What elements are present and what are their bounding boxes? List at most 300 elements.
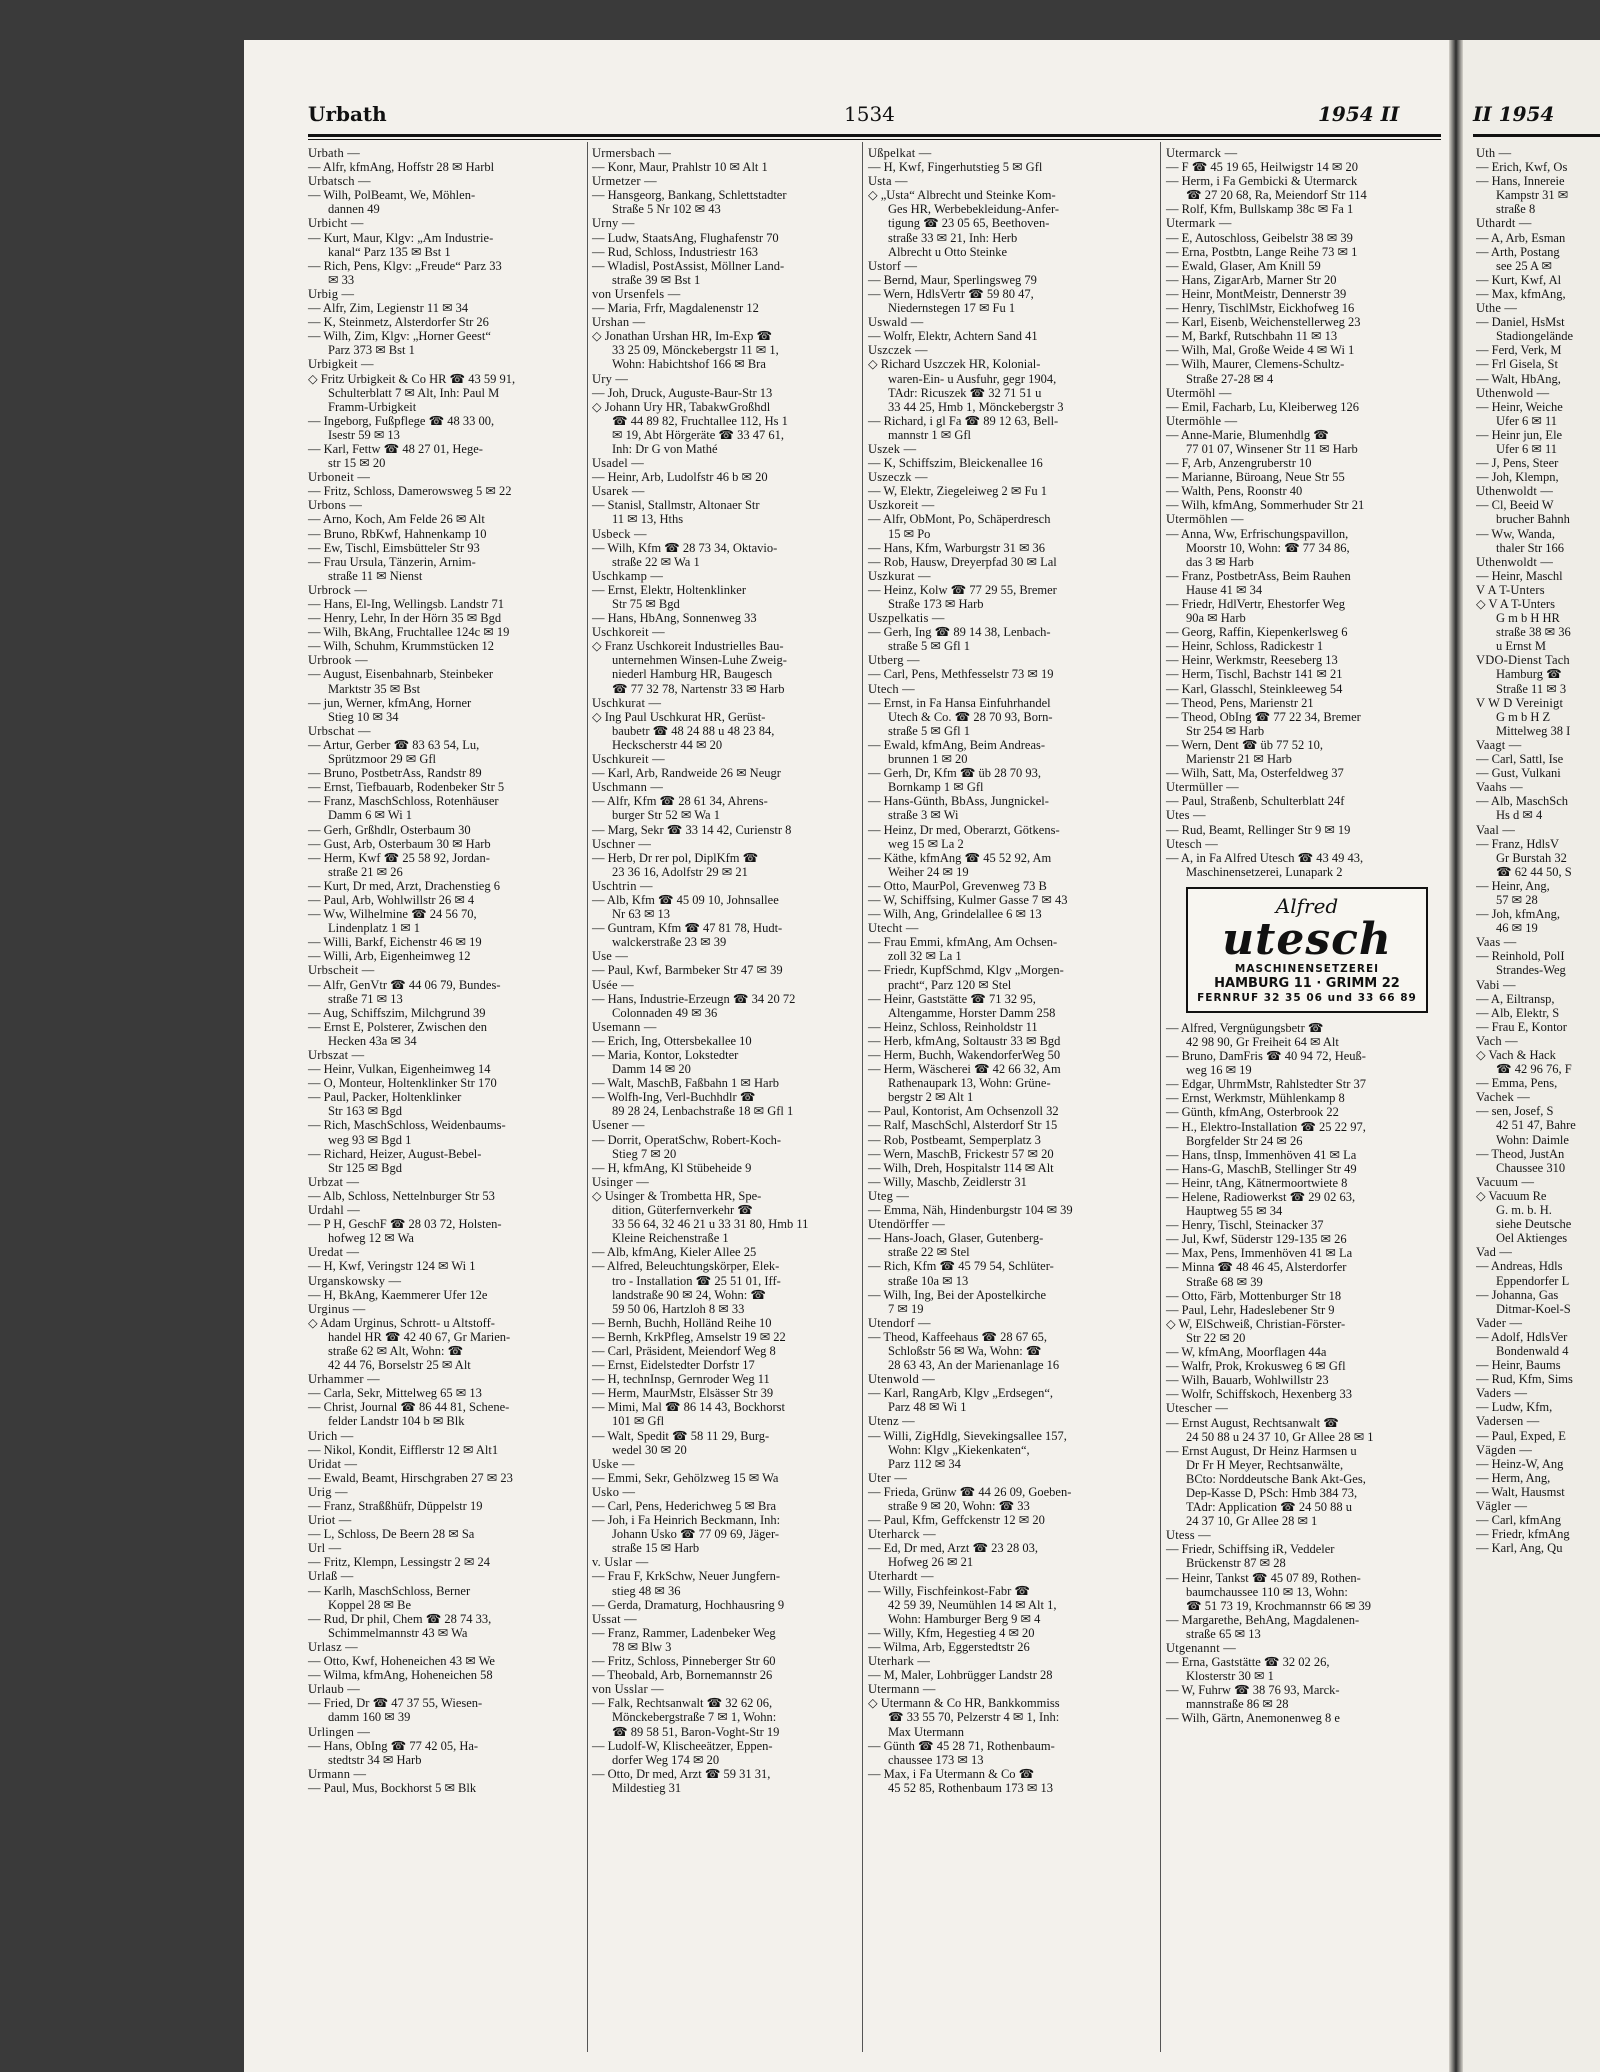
directory-entry: Uthardt — <box>1476 216 1532 231</box>
directory-entry: Str 254 ✉ Harb <box>1186 723 1265 738</box>
directory-entry: — M, Barkf, Rutschbahn 11 ✉ 13 <box>1166 329 1338 344</box>
directory-entry: — H., Elektro-Installation ☎ 25 22 97, <box>1166 1119 1366 1134</box>
directory-entry: Urganskowsky — <box>308 1273 402 1288</box>
directory-entry: — Gerda, Dramaturg, Hochhausring 9 <box>592 1597 785 1612</box>
directory-entry: — Heinr, Tankst ☎ 45 07 89, Rothen- <box>1166 1570 1361 1585</box>
directory-entry: dannen 49 <box>328 202 380 217</box>
directory-entry: — Ludw, Kfm, <box>1476 1400 1553 1415</box>
directory-entry: — sen, Josef, S <box>1476 1104 1554 1119</box>
directory-entry: Usarek — <box>592 484 645 499</box>
directory-entry: Uszkurat — <box>868 568 931 583</box>
directory-entry: Utermöhle — <box>1166 413 1238 428</box>
directory-entry: Vägler — <box>1476 1499 1528 1513</box>
directory-entry: Johann Usko ☎ 77 09 69, Jäger- <box>612 1527 780 1542</box>
directory-entry: Urbszat — <box>308 1048 365 1062</box>
directory-entry: — K, Steinmetz, Alsterdorfer Str 26 <box>308 315 489 330</box>
directory-entry: — Frau F, KrkSchw, Neuer Jungfern- <box>592 1569 781 1584</box>
directory-entry: Marktstr 35 ✉ Bst <box>328 681 421 696</box>
directory-entry: 42 98 90, Gr Freiheit 64 ✉ Alt <box>1186 1034 1339 1049</box>
directory-entry: Rathenaupark 13, Wohn: Grüne- <box>888 1076 1051 1091</box>
directory-entry: 42 51 47, Bahre <box>1496 1118 1576 1133</box>
directory-entry: — Ww, Wanda, <box>1476 526 1555 541</box>
directory-entry: — Christ, Journal ☎ 86 44 81, Schene- <box>308 1400 510 1415</box>
directory-entry: Borgfelder Str 24 ✉ 26 <box>1186 1133 1303 1148</box>
directory-entry: Uriot — <box>308 1513 352 1528</box>
directory-entry: straße 5 ✉ Gfl 1 <box>888 723 970 738</box>
directory-entry: — Otto, Dr med, Arzt ☎ 59 31 31, <box>592 1766 771 1781</box>
directory-entry: — Heinr, tAng, Kätnermoortwiete 8 <box>1166 1175 1348 1190</box>
directory-entry: — Alfred, Vergnügungsbetr ☎ <box>1166 1020 1324 1035</box>
directory-entry: Klosterstr 30 ✉ 1 <box>1186 1669 1274 1684</box>
directory-entry: ◇ Usinger & Trombetta HR, Spe- <box>592 1188 762 1203</box>
directory-entry: — Maria, Frfr, Magdalenenstr 12 <box>592 301 759 316</box>
directory-entry: Utermarck — <box>1166 146 1238 160</box>
directory-entry: — J, Pens, Steer <box>1476 456 1559 471</box>
directory-entry: — Wilh, Ing, Bei der Apostelkirche <box>868 1287 1047 1302</box>
directory-entry: Vaas — <box>1476 935 1517 950</box>
directory-entry: — Ernst, Werkmstr, Mühlenkamp 8 <box>1166 1091 1345 1106</box>
directory-entry: von Usslar — <box>592 1682 664 1697</box>
next-page-running-head: II 1954 <box>1473 102 1555 126</box>
directory-entry: u Ernst M <box>1496 639 1546 654</box>
directory-entry: Uredat — <box>308 1245 360 1260</box>
directory-entry: — Wilma, Arb, Eggerstedtstr 26 <box>868 1639 1030 1654</box>
directory-entry: — Alfr, GenVtr ☎ 44 06 79, Bundes- <box>308 977 501 992</box>
directory-entry: ◇ W, ElSchweiß, Christian-Förster- <box>1166 1316 1346 1331</box>
directory-entry: — Hans, Industrie-Erzeugn ☎ 34 20 72 <box>592 991 796 1006</box>
directory-entry: Url — <box>308 1541 342 1556</box>
directory-entry: — Joh, Klempn, <box>1476 470 1559 485</box>
column-divider <box>1160 142 1161 2052</box>
directory-entry: burger Str 52 ✉ Wa 1 <box>612 808 720 823</box>
directory-entry: zoll 32 ✉ La 1 <box>888 949 962 964</box>
directory-entry: — Wilh, Kfm ☎ 28 73 34, Oktavio- <box>592 540 778 555</box>
directory-entry: Uschtrin — <box>592 878 653 893</box>
directory-entry: Use — <box>592 949 629 964</box>
directory-entry: — Karl, Glasschl, Steinkleeweg 54 <box>1166 681 1343 696</box>
directory-entry: waren-Ein- u Ausfuhr, gegr 1904, <box>888 371 1057 386</box>
directory-entry: — Heinz, Dr med, Oberarzt, Götkens- <box>868 822 1060 837</box>
directory-entry: 46 ✉ 19 <box>1496 921 1538 936</box>
header-rule <box>308 134 1441 137</box>
directory-entry: Oel Aktienges <box>1496 1231 1568 1246</box>
directory-entry: brucher Bahnh <box>1496 512 1570 527</box>
directory-entry: straße 3 ✉ Wi <box>888 808 959 823</box>
directory-entry: — Heinr, Vulkan, Eigenheimweg 14 <box>308 1062 491 1077</box>
directory-entry: — Erich, Kwf, Os <box>1476 160 1568 175</box>
directory-entry: — Heinr, Maschl <box>1476 568 1563 583</box>
directory-entry: — Wilh, PolBeamt, We, Möhlen- <box>308 188 476 203</box>
directory-entry: — Reinhold, PolI <box>1476 949 1565 964</box>
directory-entry: — Ernst August, Dr Heinz Harmsen u <box>1166 1443 1357 1458</box>
directory-entry: Ges HR, Werbebekleidung-Anfer- <box>888 202 1060 217</box>
directory-entry: Straße 11 ✉ 3 <box>1496 681 1567 696</box>
directory-entry: Urny — <box>592 216 635 231</box>
directory-entry: Ußpelkat — <box>868 146 932 160</box>
directory-entry: Bornkamp 1 ✉ Gfl <box>888 780 984 795</box>
directory-entry: — Bernd, Maur, Sperlingsweg 79 <box>868 272 1037 287</box>
directory-entry: Wohn: Klgv „Kiekenkaten“, <box>888 1442 1030 1457</box>
directory-entry: 33 25 09, Mönckebergstr 11 ✉ 1, <box>612 343 779 358</box>
directory-entry: bergstr 2 ✉ Alt 1 <box>888 1090 974 1105</box>
directory-entry: Urmann — <box>308 1766 367 1781</box>
directory-entry: — Rolf, Kfm, Bullskamp 38c ✉ Fa 1 <box>1166 202 1354 217</box>
directory-entry: Albrecht u Otto Steinke <box>888 244 1008 259</box>
directory-entry: — Bernh, KrkPfleg, Amselstr 19 ✉ 22 <box>592 1329 786 1344</box>
directory-entry: ◇ Fritz Urbigkeit & Co HR ☎ 43 59 91, <box>308 371 516 386</box>
directory-entry: Utermöhl — <box>1166 385 1232 400</box>
directory-entry: ☎ 42 96 76, F <box>1496 1062 1572 1077</box>
directory-entry: — Emil, Facharb, Lu, Kleiberweg 126 <box>1166 399 1360 414</box>
directory-entry: straße 22 ✉ Wa 1 <box>612 554 700 569</box>
directory-entry: Utech & Co. ☎ 28 70 93, Born- <box>888 709 1053 724</box>
directory-entry: Mildestieg 31 <box>612 1780 682 1795</box>
directory-entry: — Franz, MaschSchloss, Rotenhäuser <box>308 794 499 809</box>
directory-entry: weg 93 ✉ Bgd 1 <box>328 1132 412 1147</box>
directory-entry: — Heinr, MontMeistr, Dennerstr 39 <box>1166 286 1347 301</box>
directory-entry: — Willy, Kfm, Hegestieg 4 ✉ 20 <box>868 1625 1035 1640</box>
directory-entry: Mittelweg 38 I <box>1496 723 1571 738</box>
directory-entry: Urlaub — <box>308 1682 360 1697</box>
directory-entry: — Hans, HbAng, Sonnenweg 33 <box>592 611 757 626</box>
directory-entry: — Anna, Ww, Erfrischungspavillon, <box>1166 526 1349 541</box>
directory-entry: — Heinz, Kolw ☎ 77 29 55, Bremer <box>868 582 1057 597</box>
directory-entry: — E, Autoschloss, Geibelstr 38 ✉ 39 <box>1166 230 1353 245</box>
directory-entry: Urig — <box>308 1484 348 1499</box>
directory-entry: damm 160 ✉ 39 <box>328 1710 411 1725</box>
directory-entry: Ustorf — <box>868 258 918 273</box>
directory-entry: — Bruno, PostbetrAss, Randstr 89 <box>308 766 482 781</box>
directory-entry: wedel 30 ✉ 20 <box>612 1442 687 1457</box>
directory-entry: — Carl, kfmAng <box>1476 1513 1562 1528</box>
directory-entry: — Nikol, Kondit, Eifflerstr 12 ✉ Alt1 <box>308 1442 499 1457</box>
directory-entry: — Friedr, Schiffsing iR, Veddeler <box>1166 1542 1335 1557</box>
directory-entry: — K, Schiffszim, Bleickenallee 16 <box>868 456 1043 471</box>
ad-line: MASCHINENSETZEREI <box>1234 962 1380 975</box>
directory-entry: Usemann — <box>592 1019 657 1034</box>
directory-entry: — Karl, RangArb, Klgv „Erdsegen“, <box>868 1386 1054 1401</box>
directory-entry: — H, Kwf, Veringstr 124 ✉ Wi 1 <box>308 1259 476 1274</box>
directory-entry: — Ww, Wilhelmine ☎ 24 56 70, <box>308 907 477 922</box>
directory-entry: Utescher — <box>1166 1401 1229 1416</box>
directory-entry: — Hans-G, MaschB, Stellinger Str 49 <box>1166 1161 1357 1176</box>
directory-entry: Parz 48 ✉ Wi 1 <box>888 1400 967 1415</box>
directory-entry: stieg 48 ✉ 36 <box>612 1583 681 1598</box>
directory-entry: — Herm, MaurMstr, Elsässer Str 39 <box>592 1386 774 1401</box>
ad-line: HAMBURG 11 · GRIMM 22 <box>1214 975 1400 991</box>
directory-entry: — Gerh, Dr, Kfm ☎ üb 28 70 93, <box>868 766 1042 781</box>
directory-entry: — Wilh, Dreh, Hospitalstr 114 ✉ Alt <box>868 1160 1054 1175</box>
directory-entry: dition, Güterfernverkehr ☎ <box>612 1203 753 1218</box>
directory-entry: Urbatsch — <box>308 174 371 189</box>
directory-entry: — Carl, Pens, Hederichweg 5 ✉ Bra <box>592 1499 777 1513</box>
directory-entry: Inh: Dr G von Mathé <box>612 441 718 456</box>
directory-entry: — Paul, Packer, Holtenklinker <box>308 1090 462 1105</box>
directory-entry: — Henry, TischlMstr, Eickhofweg 16 <box>1166 301 1355 316</box>
directory-entry: Utermöhlen — <box>1166 512 1244 527</box>
directory-entry: — Rud, Schloss, Industriestr 163 <box>592 244 758 259</box>
directory-entry: Uschmann — <box>592 780 664 795</box>
directory-entry: — Heinr, Ang, <box>1476 878 1550 893</box>
directory-entry: Colonnaden 49 ✉ 36 <box>612 1005 718 1020</box>
directory-entry: Dr Fr H Meyer, Rechtsanwälte, <box>1186 1457 1344 1472</box>
directory-entry: Utess — <box>1166 1528 1211 1543</box>
directory-entry: niederl Hamburg HR, Baugesch <box>612 667 773 682</box>
directory-entry: — Wern, Dent ☎ üb 77 52 10, <box>1166 737 1324 752</box>
directory-entry: ◇ Vacuum Re <box>1476 1188 1547 1203</box>
directory-entry: Schloßstr 56 ✉ Wa, Wohn: ☎ <box>888 1343 1042 1358</box>
directory-entry: — Alfr, Kfm ☎ 28 61 34, Ahrens- <box>592 794 768 809</box>
directory-entry: — Maria, Kontor, Lokstedter <box>592 1048 739 1062</box>
directory-entry: Ussat — <box>592 1611 637 1626</box>
directory-entry: — Minna ☎ 48 46 45, Alsterdorfer <box>1166 1260 1347 1275</box>
directory-column <box>308 146 584 1795</box>
directory-entry: Uteg — <box>868 1188 910 1203</box>
directory-entry: Vach — <box>1476 1033 1518 1048</box>
directory-entry: — Günth, kfmAng, Osterbrook 22 <box>1166 1105 1339 1120</box>
directory-entry: — Frl Gisela, St <box>1476 357 1558 372</box>
directory-entry: ◇ Richard Uszczek HR, Kolonial- <box>868 357 1041 372</box>
directory-entry: Utendörffer — <box>868 1217 945 1232</box>
directory-entry: — Arth, Postang <box>1476 244 1560 259</box>
directory-entry: — Max, Pens, Immenhöven 41 ✉ La <box>1166 1246 1353 1261</box>
directory-entry: Vaagt — <box>1476 737 1522 752</box>
directory-entry: — Frau E, Kontor <box>1476 1019 1567 1034</box>
directory-entry: Vaders — <box>1476 1386 1528 1401</box>
directory-entry: — Erna, Gaststätte ☎ 32 02 26, <box>1166 1655 1330 1670</box>
directory-entry: — Emma, Näh, Hindenburgstr 104 ✉ 39 <box>868 1203 1073 1218</box>
directory-entry: — Herm, Ang, <box>1476 1470 1551 1485</box>
directory-entry: Str 22 ✉ 20 <box>1186 1330 1246 1345</box>
directory-entry: — Helene, Radiowerkst ☎ 29 02 63, <box>1166 1190 1356 1204</box>
directory-entry: — Fritz, Schloss, Damerowsweg 5 ✉ 22 <box>308 484 512 499</box>
directory-entry: Utecht — <box>868 921 919 936</box>
directory-entry: Usinger — <box>592 1174 650 1189</box>
directory-entry: — Max, i Fa Utermann & Co ☎ <box>868 1766 1035 1781</box>
directory-entry: — Walt, Spedit ☎ 58 11 29, Burg- <box>592 1428 770 1443</box>
directory-entry: — Ewald, Beamt, Hirschgraben 27 ✉ 23 <box>308 1470 513 1485</box>
directory-entry: — Georg, Raffin, Kiepenkerlsweg 6 <box>1166 625 1348 640</box>
directory-entry: 33 44 25, Hmb 1, Mönckebergstr 3 <box>888 399 1064 414</box>
directory-entry: — Karl, Ang, Qu <box>1476 1541 1563 1556</box>
directory-entry: ◇ Utermann & Co HR, Bankkommiss <box>868 1696 1060 1711</box>
directory-entry: — Wilh, Satt, Ma, Osterfeldweg 37 <box>1166 766 1344 781</box>
directory-entry: — Wern, HdlsVertr ☎ 59 80 47, <box>868 286 1034 301</box>
directory-entry: Framm-Urbigkeit <box>328 399 417 414</box>
directory-entry: — Alb, kfmAng, Kieler Allee 25 <box>592 1245 757 1260</box>
directory-entry: — Ralf, MaschSchl, Alsterdorf Str 15 <box>868 1118 1058 1133</box>
directory-entry: von Ursenfels — <box>592 286 681 301</box>
directory-entry: Urbicht — <box>308 216 364 231</box>
directory-entry: — Franz, Straßßhüfr, Düppelstr 19 <box>308 1499 483 1513</box>
directory-entry: Urmetzer — <box>592 174 657 189</box>
directory-entry: — Wilh, Mal, Große Weide 4 ✉ Wi 1 <box>1166 343 1355 358</box>
directory-entry: — Hans, tInsp, Immenhöven 41 ✉ La <box>1166 1147 1357 1162</box>
directory-entry: siehe Deutsche <box>1496 1217 1572 1232</box>
directory-entry: — Bernh, Buchh, Holländ Reihe 10 <box>592 1315 772 1330</box>
directory-entry: Utesch — <box>1166 836 1218 851</box>
directory-entry: ◇ Vach & Hack <box>1476 1048 1556 1062</box>
directory-entry: — Heinz-W, Ang <box>1476 1456 1564 1471</box>
directory-entry: Hecken 43a ✉ 34 <box>328 1033 417 1048</box>
directory-entry: Uske — <box>592 1456 635 1471</box>
directory-entry: — W, Schiffsing, Kulmer Gasse 7 ✉ 43 <box>868 892 1068 907</box>
directory-entry: — Otto, Kwf, Hoheneichen 43 ✉ We <box>308 1654 495 1669</box>
directory-entry: — Walt, MaschB, Faßbahn 1 ✉ Harb <box>592 1076 779 1091</box>
directory-entry: Urbath — <box>308 146 360 160</box>
directory-entry: — Paul, Kfm, Geffckenstr 12 ✉ 20 <box>868 1513 1045 1528</box>
directory-entry: Kleine Reichenstraße 1 <box>612 1231 729 1246</box>
directory-entry: — Heinr jun, Ele <box>1476 427 1563 442</box>
directory-entry: — Ernst, in Fa Hansa Einfuhrhandel <box>868 695 1051 710</box>
directory-entry: — Walfr, Prok, Krokusweg 6 ✉ Gfl <box>1166 1359 1346 1374</box>
directory-entry: Vägden — <box>1476 1442 1533 1457</box>
directory-entry: — Fried, Dr ☎ 47 37 55, Wiesen- <box>308 1696 483 1711</box>
directory-entry: Uterhardt — <box>868 1569 934 1584</box>
directory-entry: — Heinr, Schloss, Radickestr 1 <box>1166 639 1324 654</box>
directory-entry: Urginus — <box>308 1301 366 1316</box>
directory-entry: — Anne-Marie, Blumenhdlg ☎ <box>1166 427 1329 442</box>
directory-entry: Utermark — <box>1166 216 1232 231</box>
directory-entry: Usbeck — <box>592 526 647 541</box>
directory-entry: Urshan — <box>592 315 646 330</box>
directory-entry: — Ernst, Elektr, Holtenklinker <box>592 582 746 597</box>
directory-entry: — Theod, JustAn <box>1476 1146 1565 1161</box>
directory-entry: Niedernstegen 17 ✉ Fu 1 <box>888 301 1016 316</box>
directory-entry: — Hans, ObIng ☎ 77 42 05, Ha- <box>308 1738 479 1753</box>
directory-column <box>592 146 858 1795</box>
directory-entry: ☎ 77 32 78, Nartenstr 33 ✉ Harb <box>612 681 785 696</box>
directory-entry: — Heinr, Baums <box>1476 1358 1561 1373</box>
utesch-advertisement <box>1186 887 1428 1013</box>
directory-entry: — Heinz, Schloss, Reinholdstr 11 <box>868 1019 1038 1034</box>
directory-entry: Uthe — <box>1476 301 1518 316</box>
directory-entry: — Wilh, Maurer, Clemens-Schultz- <box>1166 357 1345 372</box>
directory-entry: — Mimi, Mal ☎ 86 14 43, Bockhorst <box>592 1400 785 1415</box>
directory-entry: straße 9 ✉ 20, Wohn: ☎ 33 <box>888 1499 1030 1513</box>
book-gutter <box>1449 40 1463 2072</box>
directory-entry: — Wilh, BkAng, Fruchtallee 124c ✉ 19 <box>308 625 510 640</box>
directory-entry: Altengamme, Horster Damm 258 <box>888 1005 1056 1020</box>
directory-entry: Stieg 10 ✉ 34 <box>328 709 399 724</box>
directory-entry: — Otto, Färb, Mottenburger Str 18 <box>1166 1288 1342 1303</box>
directory-entry: Uschkureit — <box>592 752 665 767</box>
directory-entry: 77 01 07, Winsener Str 11 ✉ Harb <box>1186 441 1358 456</box>
directory-entry: 90a ✉ Harb <box>1186 611 1246 626</box>
directory-entry: — Wilh, Schuhm, Krummstücken 12 <box>308 639 495 654</box>
directory-entry: Urbrook — <box>308 653 368 668</box>
directory-entry: Urmersbach — <box>592 146 672 160</box>
directory-entry: — Aug, Schiffszim, Milchgrund 39 <box>308 1005 486 1020</box>
directory-entry: Uschkurat — <box>592 695 662 710</box>
directory-entry: straße 38 ✉ 36 <box>1496 625 1571 640</box>
directory-entry: unternehmen Winsen-Luhe Zweig- <box>612 653 787 668</box>
directory-entry: — Johanna, Gas <box>1476 1287 1559 1302</box>
directory-entry: Urich — <box>308 1428 354 1443</box>
directory-entry: — Paul, Lehr, Hadeslebener Str 9 <box>1166 1302 1335 1317</box>
directory-entry: Parz 112 ✉ 34 <box>888 1456 961 1471</box>
directory-entry: straße 71 ✉ 13 <box>328 991 403 1006</box>
directory-entry: Damm 14 ✉ 20 <box>612 1062 691 1077</box>
directory-entry: — Wilh, Ang, Grindelallee 6 ✉ 13 <box>868 907 1042 922</box>
directory-entry: — Ewald, kfmAng, Beim Andreas- <box>868 737 1046 752</box>
directory-entry: landstraße 90 ✉ 24, Wohn: ☎ <box>612 1287 766 1302</box>
directory-entry: — W, kfmAng, Moorflagen 44a <box>1166 1345 1327 1360</box>
directory-entry: — F ☎ 45 19 65, Heilwigstr 14 ✉ 20 <box>1166 160 1359 175</box>
directory-entry: — Ludw, StaatsAng, Flughafenstr 70 <box>592 230 779 245</box>
directory-entry: — Richard, Heizer, August-Bebel- <box>308 1146 482 1161</box>
directory-entry: baubetr ☎ 48 24 88 u 48 23 84, <box>612 723 775 738</box>
directory-entry: Utes — <box>1166 808 1206 823</box>
directory-entry: Brückenstr 87 ✉ 28 <box>1186 1556 1286 1571</box>
directory-entry: mannstraße 86 ✉ 28 <box>1186 1697 1289 1712</box>
directory-entry: — Stanisl, Stallmstr, Altonaer Str <box>592 498 760 513</box>
directory-entry: Uth — <box>1476 146 1512 160</box>
directory-entry: Uszkoreit — <box>868 498 935 513</box>
directory-entry: straße 5 ✉ Gfl 1 <box>888 639 970 654</box>
directory-entry: Urbzat — <box>308 1174 360 1189</box>
directory-entry: Uthenwoldt — <box>1476 484 1554 499</box>
directory-entry: Hamburg ☎ <box>1496 667 1562 682</box>
directory-entry: Hs d ✉ 4 <box>1496 808 1543 823</box>
directory-entry: Utenwold — <box>868 1372 935 1387</box>
directory-entry: — Heinr, Gaststätte ☎ 71 32 95, <box>868 991 1036 1006</box>
directory-entry: Urlaß — <box>308 1569 354 1584</box>
directory-entry: — Herm, i Fa Gembicki & Utermarck <box>1166 174 1358 189</box>
directory-entry: handel HR ☎ 42 40 67, Gr Marien- <box>328 1329 511 1344</box>
directory-entry: Uridat — <box>308 1456 358 1471</box>
ad-line: FERNRUF 32 35 06 und 33 66 89 <box>1197 991 1417 1004</box>
directory-entry: ☎ 33 55 70, Pelzerstr 4 ✉ 1, Inh: <box>888 1710 1060 1725</box>
directory-entry: — A, Eiltransp, <box>1476 991 1555 1006</box>
directory-entry: Vacuum — <box>1476 1174 1535 1189</box>
directory-entry: Damm 6 ✉ Wi 1 <box>328 808 413 823</box>
directory-entry: ☎ 51 73 19, Krochmannstr 66 ✉ 39 <box>1186 1598 1372 1613</box>
directory-entry: Sprützmoor 29 ✉ Gfl <box>328 752 437 767</box>
directory-entry: weg 15 ✉ La 2 <box>888 836 964 851</box>
directory-entry: ☎ 89 58 51, Baron-Voght-Str 19 <box>612 1724 780 1739</box>
directory-entry: Uthenwold — <box>1476 385 1550 400</box>
directory-entry: — Guntram, Kfm ☎ 47 81 78, Hudt- <box>592 921 783 936</box>
directory-entry: — Gerh, Ing ☎ 89 14 38, Lenbach- <box>868 625 1051 640</box>
directory-entry: Vad — <box>1476 1245 1513 1260</box>
directory-entry: — Frieda, Grünw ☎ 44 26 09, Goeben- <box>868 1484 1072 1499</box>
directory-entry: — L, Schloss, De Beern 28 ✉ Sa <box>308 1527 475 1542</box>
directory-entry: BCto: Norddeutsche Bank Akt-Ges, <box>1186 1471 1366 1486</box>
directory-entry: — Frau Ursula, Tänzerin, Arnim- <box>308 554 476 569</box>
directory-entry: 57 ✉ 28 <box>1496 892 1538 907</box>
directory-entry: straße 10a ✉ 13 <box>888 1273 969 1288</box>
directory-entry: — Willi, ZigHdlg, Sievekingsallee 157, <box>868 1428 1067 1443</box>
directory-entry: — Walt, HbAng, <box>1476 371 1561 386</box>
directory-entry: Vabi — <box>1476 977 1516 992</box>
directory-entry: VDO-Dienst Tach <box>1476 653 1570 668</box>
directory-entry: pracht“, Parz 120 ✉ Stel <box>888 977 1012 992</box>
directory-entry: — Herm, Kwf ☎ 25 58 92, Jordan- <box>308 850 490 865</box>
directory-entry: — Friedr, HdlVertr, Ehestorfer Weg <box>1166 597 1345 611</box>
directory-entry: Gr Burstah 32 <box>1496 850 1567 865</box>
directory-entry: — Walth, Pens, Roonstr 40 <box>1166 484 1303 499</box>
directory-entry: Urhammer — <box>308 1372 380 1387</box>
directory-entry: — Alfred, Beleuchtungskörper, Elek- <box>592 1259 780 1274</box>
directory-entry: Usée — <box>592 977 634 992</box>
directory-entry: — Wilma, kfmAng, Hoheneichen 58 <box>308 1668 493 1683</box>
column-divider <box>587 142 588 2052</box>
directory-entry: V W D Vereinigt <box>1476 695 1564 710</box>
directory-entry: Uschner — <box>592 836 652 851</box>
directory-entry: weg 16 ✉ 19 <box>1186 1063 1252 1078</box>
directory-entry: Uszek — <box>868 441 917 456</box>
